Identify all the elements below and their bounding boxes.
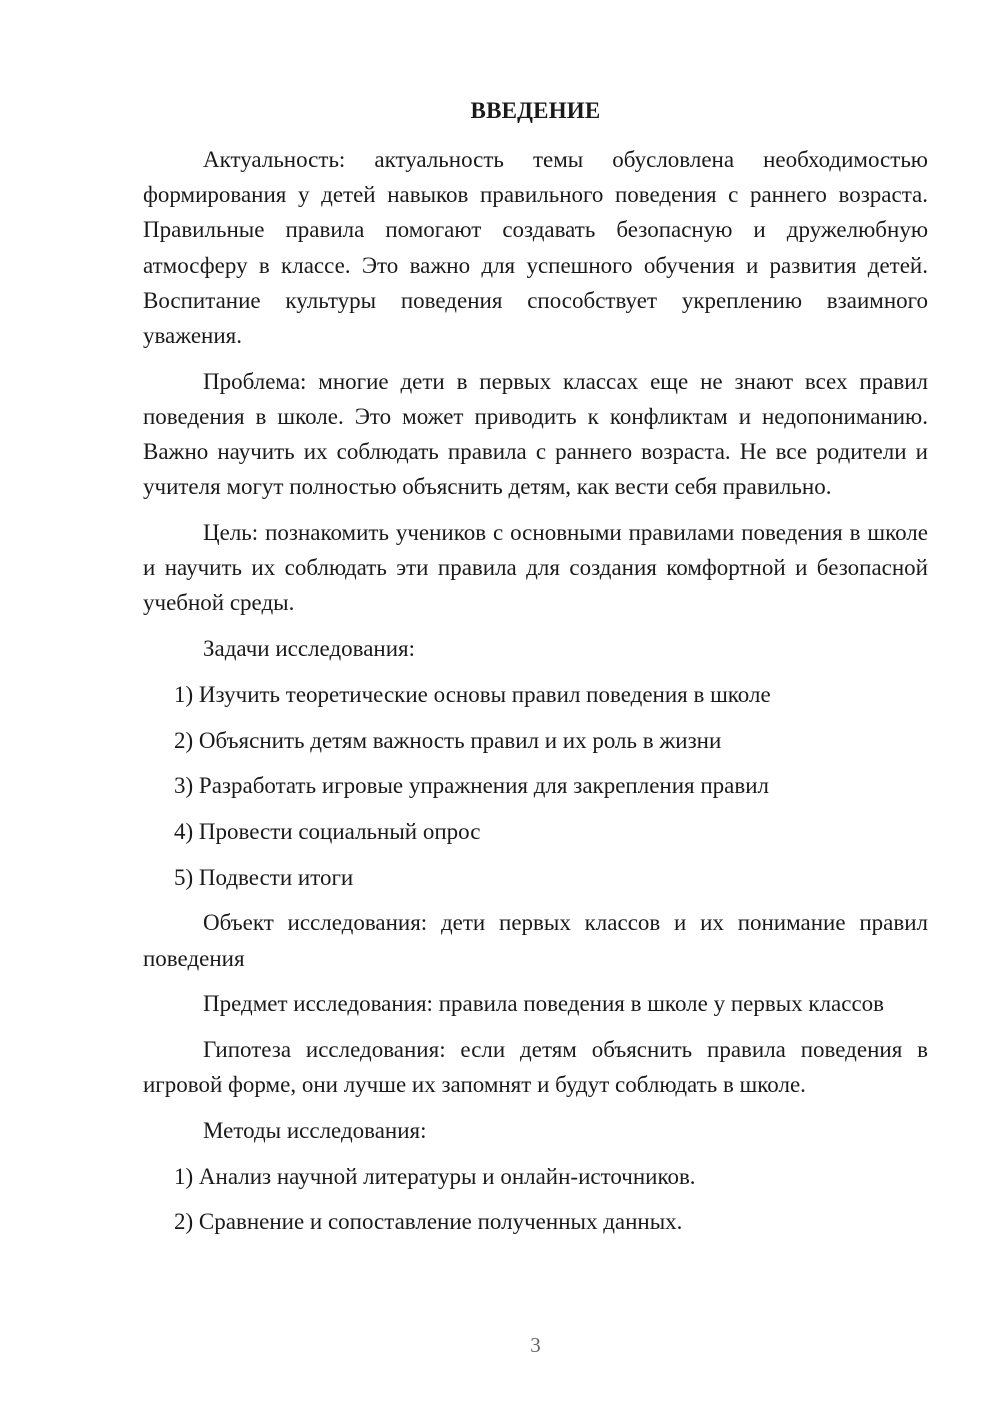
task-item: 1) Изучить теоретические основы правил поведения в школе (174, 681, 771, 707)
problem-paragraph: Проблема: многие дети в первых классах еще не знают всех правил поведения в школе. Это может приводить к конфликтам и недопониманию. Важно научить их соблюдать правила с раннего возраста. Не все родители и учителя могут полностью объяснить детям, как вести себя правильно. (143, 368, 928, 500)
relevance-paragraph: Актуальность: актуальность темы обусловлена необходимостью формирования у детей навыков правильного поведения с раннего возраста. Правильные правила помогают создавать безопасную и дружелюбную атмосферу в классе. Это важно для успешного обучения и развития детей. Воспитание культуры поведения способствует укреплению взаимного уважения. (143, 147, 928, 349)
hypothesis-paragraph: Гипотеза исследования: если детям объяснить правила поведения в игровой форме, они лучше их запомнят и будут соблюдать в школе. (143, 1036, 928, 1098)
task-item: 3) Разработать игровые упражнения для закрепления правил (174, 773, 770, 799)
method-item: 1) Анализ научной литературы и онлайн-источников. (174, 1163, 696, 1189)
page-title: ВВЕДЕНИЕ (470, 98, 601, 123)
subject-paragraph: Предмет исследования: правила поведения в школе у первых классов (203, 991, 885, 1017)
tasks-heading: Задачи исследования: (203, 636, 416, 662)
task-item: 2) Объяснить детям важность правил и их роль в жизни (174, 727, 722, 753)
method-item: 2) Сравнение и сопоставление полученных данных. (174, 1209, 683, 1235)
page-number: 3 (530, 1333, 541, 1357)
methods-heading: Методы исследования: (203, 1117, 427, 1143)
document-body (143, 142, 928, 1250)
task-item: 4) Провести социальный опрос (174, 818, 481, 844)
document-page (143, 0, 928, 1414)
task-item: 5) Подвести итоги (174, 864, 354, 890)
object-paragraph: Объект исследования: дети первых классов и их понимание правил поведения (143, 910, 928, 971)
goal-paragraph: Цель: познакомить учеников с основными правилами поведения в школе и научить их соблюдать эти правила для создания комфортной и безопасной учебной среды. (143, 520, 928, 616)
